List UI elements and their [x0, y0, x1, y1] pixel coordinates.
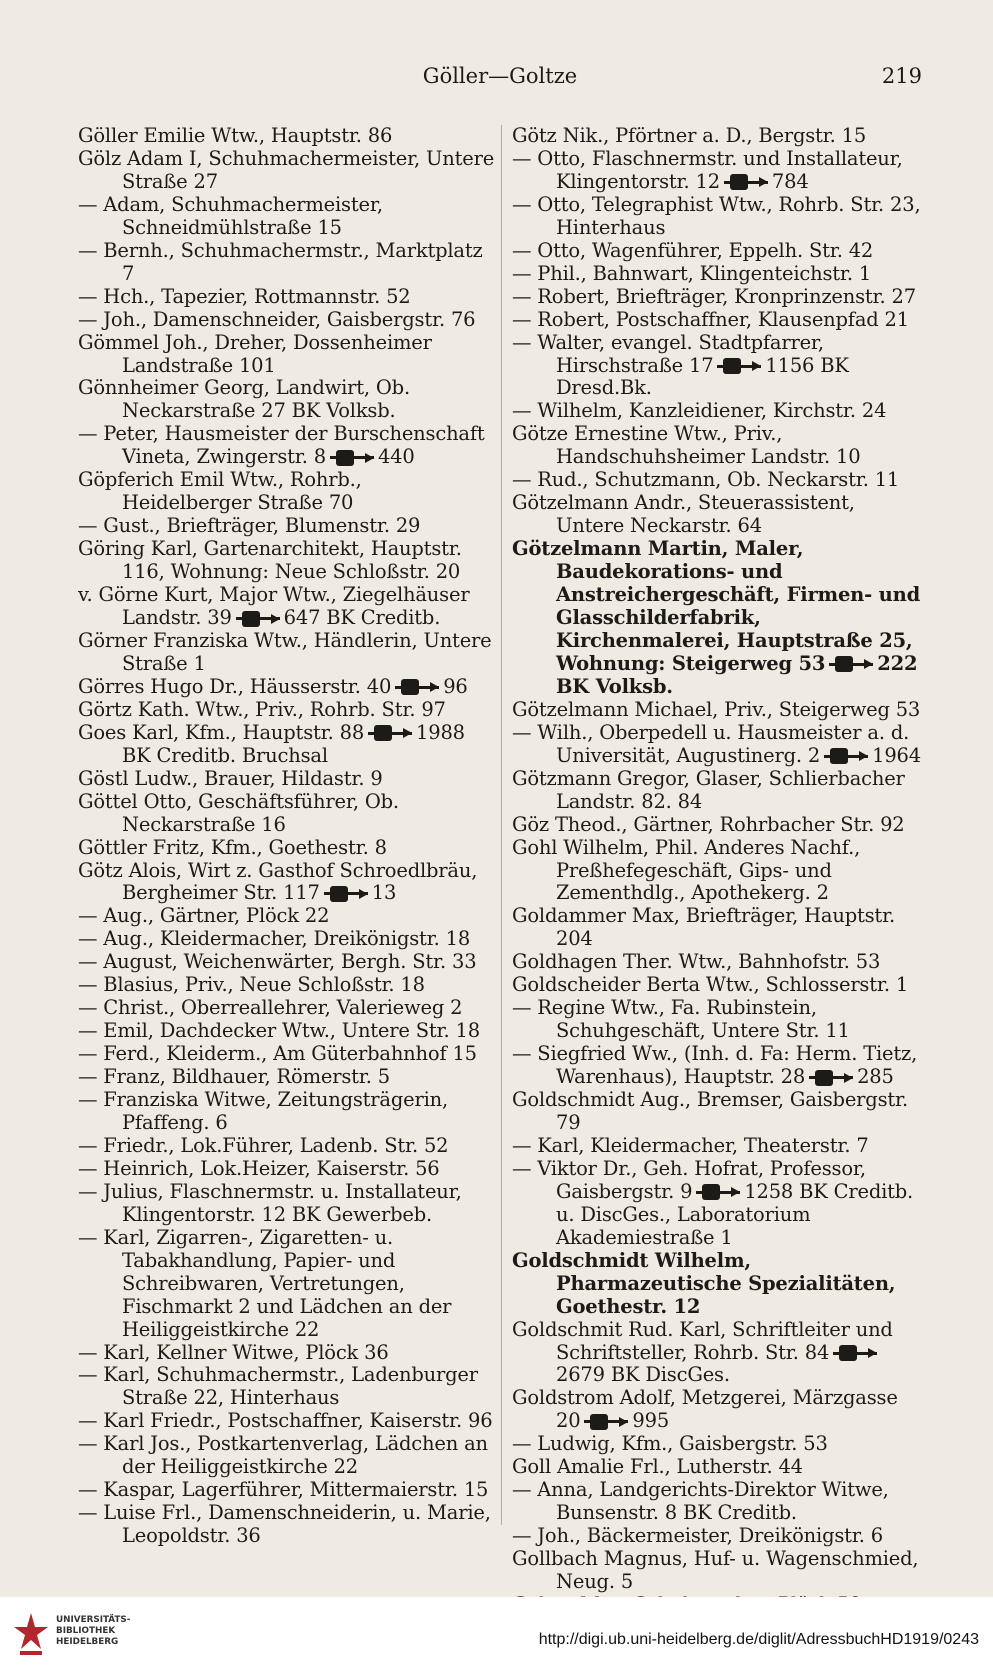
telephone-icon	[236, 614, 280, 624]
entry-text: — Kaspar, Lagerführer, Mittermaierstr. 15	[78, 1478, 489, 1502]
directory-entry	[512, 423, 924, 469]
entry-text: — Christ., Oberreallehrer, Valerieweg 2	[78, 996, 463, 1020]
entry-text: — Wilhelm, Kanzleidiener, Kirchstr. 24	[512, 399, 887, 423]
directory-entry	[78, 928, 496, 951]
entry-text: — Otto, Flaschnermstr. und Installateur, Klingentorstr. 12	[512, 146, 903, 193]
directory-entry	[512, 538, 924, 699]
directory-entry	[78, 997, 496, 1020]
entry-text: Gölz Adam I, Schuhmachermeister, Untere Straße 27	[78, 146, 495, 193]
entry-text: Goldschmit Rud. Karl, Schriftleiter und Schriftsteller, Rohrb. Str. 84	[512, 1317, 893, 1364]
directory-entry	[512, 1135, 924, 1158]
entry-text: Göpferich Emil Wtw., Rohrb., Heidelberger Straße 70	[78, 468, 362, 515]
entry-text: — Anna, Landgerichts-Direktor Witwe, Bunsenstr. 8 BK Creditb.	[512, 1478, 889, 1525]
directory-entry	[78, 837, 496, 860]
entry-text: — Otto, Telegraphist Wtw., Rohrb. Str. 23, Hinterhaus	[512, 192, 921, 239]
directory-entry	[512, 148, 924, 194]
telephone-icon	[829, 659, 873, 669]
directory-entry	[78, 1227, 496, 1342]
permalink-url[interactable]: http://digi.ub.uni-heidelberg.de/diglit/AdressbuchHD1919/0243	[538, 1631, 979, 1648]
entry-text: — Friedr., Lok.Führer, Ladenb. Str. 52	[78, 1133, 449, 1157]
directory-entry	[512, 263, 924, 286]
entry-text: Goes Karl, Kfm., Hauptstr. 88	[78, 720, 365, 744]
entry-text: — Aug., Gärtner, Plöck 22	[78, 904, 330, 928]
directory-entry	[78, 1181, 496, 1227]
entry-text: — Robert, Briefträger, Kronprinzenstr. 27	[512, 284, 916, 308]
library-logo-text	[56, 1615, 130, 1648]
phone-number: 285	[857, 1065, 894, 1089]
directory-entry	[512, 1089, 924, 1135]
entry-text: — Franz, Bildhauer, Römerstr. 5	[78, 1065, 390, 1089]
entry-text: Gömmel Joh., Dreher, Dossenheimer Landstraße 101	[78, 330, 432, 377]
directory-entry	[78, 423, 496, 469]
directory-entry	[512, 469, 924, 492]
entry-text: Goll Amalie Frl., Lutherstr. 44	[512, 1455, 803, 1479]
entry-suffix: BK Volksb.	[556, 674, 673, 698]
entry-text: — Gust., Briefträger, Blumenstr. 29	[78, 514, 421, 538]
entry-text: — Joh., Bäckermeister, Dreikönigstr. 6	[512, 1524, 883, 1548]
directory-entry	[512, 240, 924, 263]
telephone-icon	[833, 1348, 877, 1358]
directory-entry	[512, 1525, 924, 1548]
left-column	[78, 125, 496, 1548]
entry-text: Goldstrom Adolf, Metzgerei, Märzgasse 20	[512, 1386, 898, 1433]
entry-text: Götzelmann Martin, Maler, Baudekorations- und Anstreichergeschäft, Firmen- und Glasschilderfabrik, Kirchenmalerei, Hauptstraße 25, Wohnung: Steigerweg 53	[512, 537, 921, 675]
entry-text: Götzmann Gregor, Glaser, Schlierbacher Landstr. 82. 84	[512, 766, 905, 813]
directory-entry	[78, 1479, 496, 1502]
phone-number: 784	[771, 169, 809, 193]
directory-entry	[512, 125, 924, 148]
directory-entry	[512, 837, 924, 906]
directory-entry	[78, 905, 496, 928]
directory-entry	[512, 1158, 924, 1250]
entry-text: — Regine Wtw., Fa. Rubinstein, Schuhgeschäft, Untere Str. 11	[512, 996, 850, 1043]
directory-entry	[78, 1089, 496, 1135]
entry-text: Götz Nik., Pförtner a. D., Bergstr. 15	[512, 124, 867, 147]
entry-text: — Karl, Kleidermacher, Theaterstr. 7	[512, 1133, 869, 1157]
entry-text: Goldammer Max, Briefträger, Hauptstr. 204	[512, 904, 896, 951]
directory-entry	[512, 194, 924, 240]
entry-text: — Karl Jos., Postkartenverlag, Lädchen an der Heiliggeistkirche 22	[78, 1432, 488, 1479]
directory-entry	[512, 997, 924, 1043]
directory-entry	[78, 1364, 496, 1410]
directory-entry	[78, 1020, 496, 1043]
entry-text: Görtz Kath. Wtw., Priv., Rohrb. Str. 97	[78, 697, 446, 721]
phone-number: 13	[371, 881, 397, 905]
entry-text: — Blasius, Priv., Neue Schloßstr. 18	[78, 973, 425, 997]
column-divider	[501, 125, 502, 1525]
directory-entry	[512, 400, 924, 423]
directory-entry	[78, 974, 496, 997]
entry-suffix: BK DiscGes.	[610, 1363, 730, 1387]
directory-entry	[78, 332, 496, 378]
directory-entry	[78, 538, 496, 584]
directory-entry	[78, 860, 496, 906]
phone-number: 1156	[765, 353, 815, 377]
telephone-icon	[324, 889, 368, 899]
page-number: 219	[881, 64, 922, 88]
directory-entry	[78, 194, 496, 240]
logo-line: UNIVERSITÄTS-	[56, 1615, 131, 1625]
directory-entry	[78, 1410, 496, 1433]
entry-text: — Peter, Hausmeister der Burschenschaft Vineta, Zwingerstr. 8	[78, 422, 485, 469]
directory-entry	[78, 1043, 496, 1066]
directory-entry	[78, 148, 496, 194]
entry-text: — Walter, evangel. Stadtpfarrer, Hirschstraße 17	[512, 330, 824, 377]
entry-text: Götz Alois, Wirt z. Gasthof Schroedlbräu, Bergheimer Str. 117	[78, 858, 478, 905]
directory-entry	[512, 1319, 924, 1388]
entry-text: Göring Karl, Gartenarchitekt, Hauptstr. 116, Wohnung: Neue Schloßstr. 20	[78, 537, 462, 584]
entry-text: Göttel Otto, Geschäftsführer, Ob. Neckarstraße 16	[78, 789, 399, 836]
directory-entry	[78, 515, 496, 538]
directory-entry	[512, 768, 924, 814]
entry-text: — Joh., Damenschneider, Gaisbergstr. 76	[78, 307, 476, 331]
directory-entry	[512, 1250, 924, 1319]
directory-entry	[78, 125, 496, 148]
phone-number: 995	[632, 1409, 670, 1433]
phone-number: 222	[877, 651, 918, 675]
directory-entry	[512, 1479, 924, 1525]
entry-text: Götzelmann Andr., Steuerassistent, Untere Neckarstr. 64	[512, 491, 855, 538]
entry-text: Göstl Ludw., Brauer, Hildastr. 9	[78, 766, 383, 790]
footer-bar	[0, 1597, 993, 1669]
entry-text: Götze Ernestine Wtw., Priv., Handschuhsheimer Landstr. 10	[512, 422, 861, 469]
entry-text: — Karl, Zigarren-, Zigaretten- u. Tabakhandlung, Papier- und Schreibwaren, Vertretungen, Fischmarkt 2 und Lädchen an der Heiliggeistkirche 22	[78, 1225, 452, 1341]
directory-entry	[512, 905, 924, 951]
directory-entry	[512, 722, 924, 768]
directory-entry	[78, 1433, 496, 1479]
entry-text: — Otto, Wagenführer, Eppelh. Str. 42	[512, 238, 874, 262]
directory-entry	[512, 1387, 924, 1433]
telephone-icon	[368, 728, 412, 738]
directory-entry	[78, 1502, 496, 1548]
entry-text: Göz Theod., Gärtner, Rohrbacher Str. 92	[512, 812, 905, 836]
entry-text: — Phil., Bahnwart, Klingenteichstr. 1	[512, 261, 872, 285]
phone-number: 96	[443, 674, 468, 698]
entry-text: Görner Franziska Wtw., Händlerin, Untere Straße 1	[78, 628, 492, 675]
directory-entry	[78, 1342, 496, 1365]
directory-entry	[512, 309, 924, 332]
entry-text: Gohl Wilhelm, Phil. Anderes Nachf., Preßhefegeschäft, Gips- und Zementhdlg., Apothekerg. 2	[512, 835, 861, 905]
telephone-icon	[330, 453, 374, 463]
directory-entry	[78, 469, 496, 515]
entry-text: Goldschmidt Aug., Bremser, Gaisbergstr. 79	[512, 1088, 908, 1134]
entry-text: — Bernh., Schuhmachermstr., Marktplatz 7	[78, 238, 483, 285]
entry-text: — Ludwig, Kfm., Gaisbergstr. 53	[512, 1432, 828, 1456]
directory-entry	[78, 286, 496, 309]
phone-number: 647	[283, 606, 321, 630]
entry-text: Götzelmann Michael, Priv., Steigerweg 53	[512, 697, 921, 721]
entry-text: — Aug., Kleidermacher, Dreikönigstr. 18	[78, 927, 471, 951]
directory-entry	[78, 699, 496, 722]
right-column	[512, 125, 924, 1617]
university-library-logo	[12, 1611, 50, 1657]
entry-text: Görres Hugo Dr., Häusserstr. 40	[78, 674, 392, 698]
page-header	[70, 64, 930, 94]
directory-entry	[78, 584, 496, 630]
entry-suffix: BK Creditb.	[326, 606, 441, 630]
entry-text: — Rud., Schutzmann, Ob. Neckarstr. 11	[512, 468, 900, 492]
entry-text: — Viktor Dr., Geh. Hofrat, Professor, Gaisbergstr. 9	[512, 1156, 866, 1203]
directory-entry	[512, 332, 924, 401]
entry-text: — Wilh., Oberpedell u. Hausmeister a. d. Universität, Augustinerg. 2	[512, 720, 910, 767]
telephone-icon	[395, 682, 439, 692]
directory-entry	[512, 492, 924, 538]
entry-text: Gollbach Magnus, Huf- u. Wagenschmied, Neug. 5	[512, 1547, 919, 1594]
directory-entry	[78, 240, 496, 286]
directory-entry	[78, 1135, 496, 1158]
logo-line: HEIDELBERG	[56, 1637, 119, 1647]
directory-entry	[78, 676, 496, 699]
directory-entry	[78, 630, 496, 676]
directory-entry	[78, 768, 496, 791]
entry-text: — Luise Frl., Damenschneiderin, u. Marie, Leopoldstr. 36	[78, 1501, 491, 1548]
logo-line: BIBLIOTHEK	[56, 1626, 116, 1636]
directory-entry	[512, 699, 924, 722]
phone-number: 440	[377, 445, 415, 469]
directory-entry	[512, 1043, 924, 1089]
telephone-icon	[824, 751, 868, 761]
entry-text: — Julius, Flaschnermstr. u. Installateur, Klingentorstr. 12 BK Gewerbeb.	[78, 1179, 462, 1226]
entry-text: — August, Weichenwärter, Bergh. Str. 33	[78, 950, 477, 974]
directory-entry	[512, 286, 924, 309]
phone-number: 1964	[872, 743, 921, 767]
entry-text: — Franziska Witwe, Zeitungsträgerin, Pfaffeng. 6	[78, 1088, 448, 1134]
entry-text: — Robert, Postschaffner, Klausenpfad 21	[512, 307, 909, 331]
directory-entry	[78, 1158, 496, 1181]
entry-text: — Ferd., Kleiderm., Am Güterbahnhof 15	[78, 1042, 477, 1066]
entry-text: — Heinrich, Lok.Heizer, Kaiserstr. 56	[78, 1156, 440, 1180]
entry-text: — Siegfried Ww., (Inh. d. Fa: Herm. Tietz, Warenhaus), Hauptstr. 28	[512, 1042, 918, 1089]
phone-number: 1988	[416, 720, 465, 744]
directory-entry	[512, 1433, 924, 1456]
directory-entry	[78, 1066, 496, 1089]
directory-entry	[512, 1548, 924, 1594]
entry-text: v. Görne Kurt, Major Wtw., Ziegelhäuser Landstr. 39	[78, 583, 470, 630]
phone-number: 2679	[556, 1363, 605, 1387]
entry-text: — Hch., Tapezier, Rottmannstr. 52	[78, 284, 411, 308]
directory-entry	[512, 814, 924, 837]
entry-text: Goldschmidt Wilhelm, Pharmazeutische Spezialitäten, Goethestr. 12	[512, 1248, 896, 1318]
entry-text: Göller Emilie Wtw., Hauptstr. 86	[78, 124, 393, 147]
entry-text: Goldhagen Ther. Wtw., Bahnhofstr. 53	[512, 950, 881, 974]
telephone-icon	[717, 361, 761, 371]
directory-entry	[78, 309, 496, 332]
entry-text: — Emil, Dachdecker Wtw., Untere Str. 18	[78, 1019, 480, 1043]
entry-text: — Adam, Schuhmachermeister, Schneidmühlstraße 15	[78, 192, 383, 239]
entry-text: Göttler Fritz, Kfm., Goethestr. 8	[78, 835, 387, 859]
entry-suffix: BK Dresd.Bk.	[556, 353, 849, 400]
entry-text: — Karl, Kellner Witwe, Plöck 36	[78, 1340, 389, 1364]
directory-entry	[78, 377, 496, 423]
entry-text: Goldscheider Berta Wtw., Schlosserstr. 1	[512, 973, 909, 997]
telephone-icon	[696, 1187, 740, 1197]
entry-suffix: BK Creditb. u. DiscGes., Laboratorium Akademiestraße 1	[556, 1179, 914, 1249]
directory-entry	[512, 974, 924, 997]
entry-text: — Karl, Schuhmachermstr., Ladenburger Straße 22, Hinterhaus	[78, 1363, 478, 1410]
directory-entry	[512, 951, 924, 974]
directory-entry	[78, 951, 496, 974]
running-title: Göller—Goltze	[422, 64, 578, 88]
directory-entry	[78, 722, 496, 768]
telephone-icon	[809, 1073, 853, 1083]
phone-number: 1258	[744, 1179, 794, 1203]
entry-suffix: BK Creditb. Bruchsal	[122, 743, 328, 767]
directory-entry	[78, 791, 496, 837]
telephone-icon	[584, 1417, 628, 1427]
directory-entry	[512, 1456, 924, 1479]
telephone-icon	[724, 177, 768, 187]
entry-text: — Karl Friedr., Postschaffner, Kaiserstr. 96	[78, 1409, 493, 1433]
entry-text: Gönnheimer Georg, Landwirt, Ob. Neckarstraße 27 BK Volksb.	[78, 376, 410, 423]
